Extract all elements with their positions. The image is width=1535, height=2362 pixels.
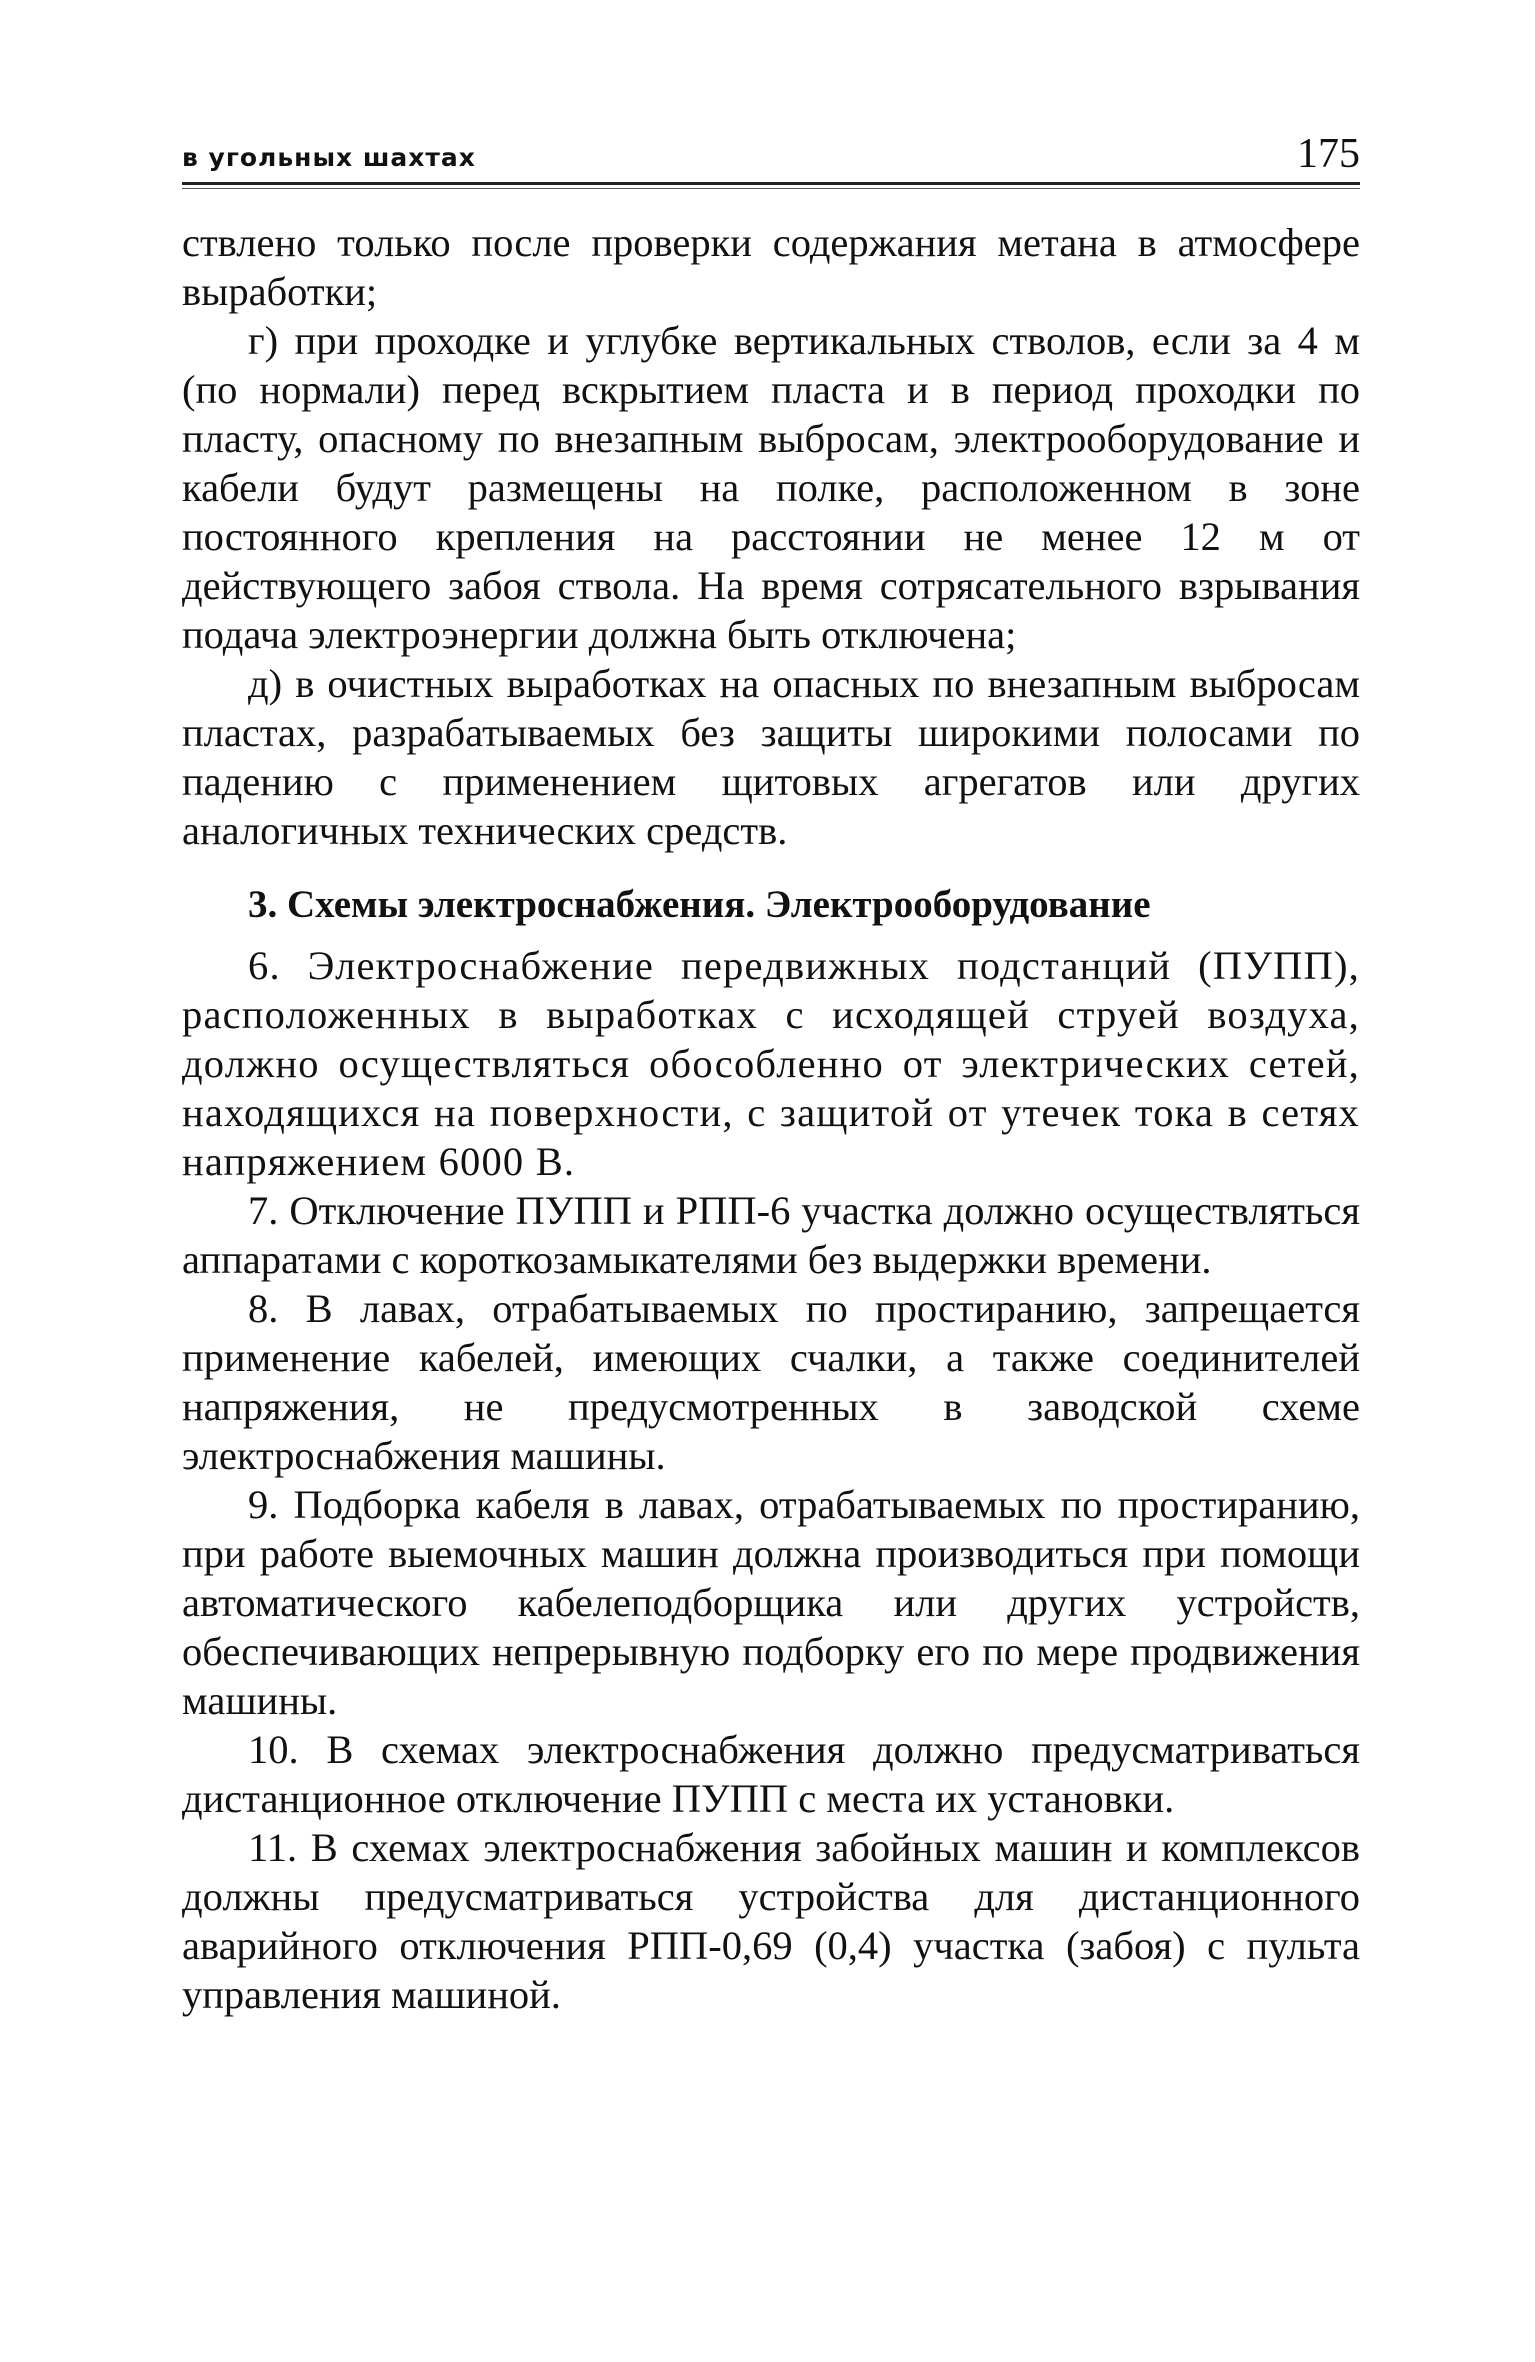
- paragraph-continuation: ствлено только после проверки содержания метана в атмосфере выработки;: [182, 220, 1360, 314]
- page-number: 175: [1297, 131, 1360, 177]
- header-rule: [182, 182, 1360, 185]
- paragraph-item-d: д) в очистных выработках на опасных по внезапным выбросам пластах, разрабатываемых без защиты широкими полосами по падению с применением щитовых агрегатов или других аналогичных технических средств.: [182, 661, 1360, 853]
- section-heading: 3. Схемы электроснабжения. Электрооборудование: [248, 883, 1151, 926]
- paragraph-item-7: 7. Отключение ПУПП и РПП-6 участка должно осуществляться аппаратами с короткозамыкателями без выдержки времени.: [182, 1188, 1360, 1282]
- header-rule-thin: [182, 188, 1360, 189]
- paragraph-item-9: 9. Подборка кабеля в лавах, отрабатываемых по простиранию, при работе выемочных машин должна производиться при помощи автоматического кабелеподборщика или других устройств, обеспечивающих непрерывную подборку его по мере продвижения машины.: [182, 1482, 1360, 1723]
- paragraph-item-g: г) при проходке и углубке вертикальных стволов, если за 4 м (по нормали) перед вскрытием пласта и в период проходки по пласту, опасному по внезапным выбросам, электрооборудование и кабели будут размещены на полке, расположенном в зоне постоянного крепления на расстоянии не менее 12 м от действующего забоя ствола. На время сотрясательного взрывания подача электроэнергии должна быть отключена;: [182, 318, 1360, 657]
- paragraph-item-6: 6. Электроснабжение передвижных подстанций (ПУПП), расположенных в выработках с исходящей струей воздуха, должно осуществляться обособленно от электрических сетей, находящихся на поверхности, с защитой от утечек тока в сетях напряжением 6000 В.: [182, 943, 1360, 1184]
- page-body: [182, 218, 1360, 2019]
- running-header: [182, 122, 1360, 180]
- running-title: в угольных шахтах: [182, 143, 476, 172]
- paragraph-item-8: 8. В лавах, отрабатываемых по простиранию, запрещается применение кабелей, имеющих счалки, а также соединителей напряжения, не предусмотренных в заводской схеме электроснабжения машины.: [182, 1286, 1360, 1478]
- paragraph-item-10: 10. В схемах электроснабжения должно предусматриваться дистанционное отключение ПУПП с места их установки.: [182, 1727, 1360, 1821]
- paragraph-item-11: 11. В схемах электроснабжения забойных машин и комплексов должны предусматриваться устройства для дистанционного аварийного отключения РПП-0,69 (0,4) участка (забоя) с пульта управления машиной.: [182, 1825, 1360, 2017]
